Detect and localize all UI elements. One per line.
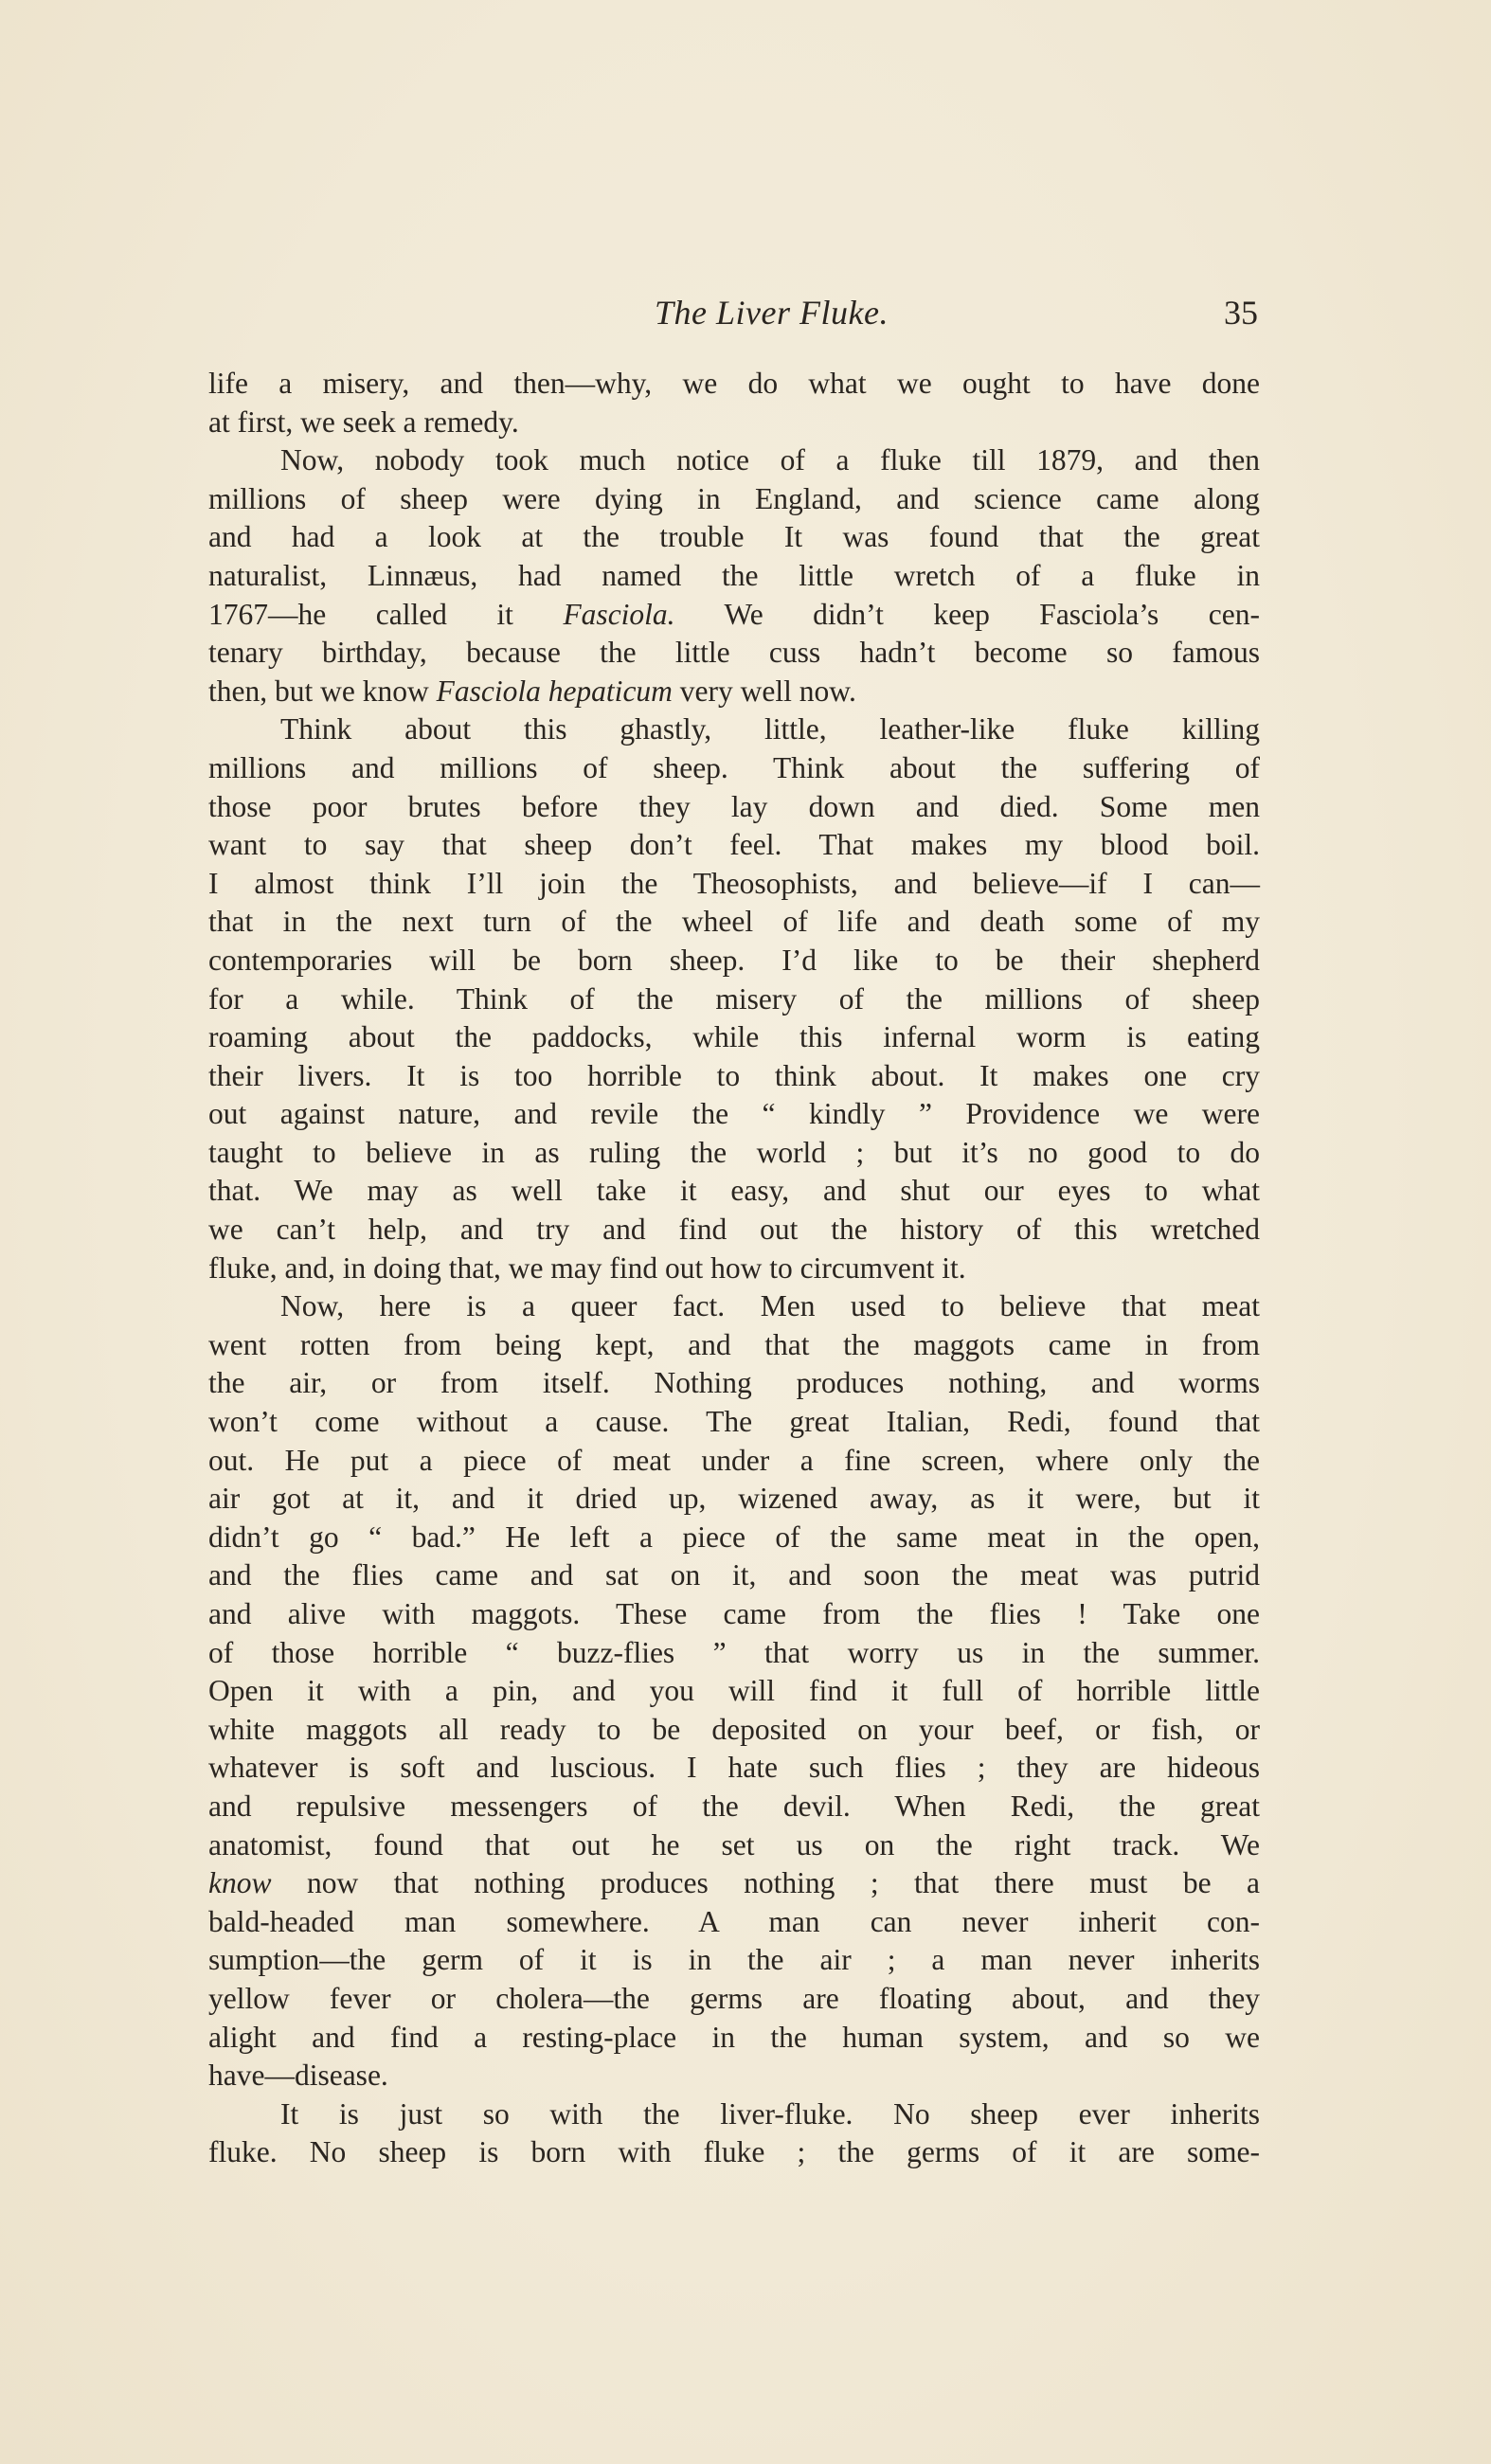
text-line: anatomist, found that out he set us on the right track. We [208,1827,1260,1861]
running-title: The Liver Fluke. [655,294,889,332]
text-line: Open it with a pin, and you will find it full of horrible little [208,1674,1260,1708]
text-line: of those horrible “ buzz-flies ” that worry us in the summer. [208,1635,1260,1669]
text-line: then, but we know Fasciola hepaticum very well now. [208,674,856,708]
text-line: bald-headed man somewhere. A man can never inherit con- [208,1904,1260,1938]
text-line: the air, or from itself. Nothing produces nothing, and worms [208,1366,1260,1400]
text-line: contemporaries will be born sheep. I’d like to be their shepherd [208,943,1260,977]
text-line: their livers. It is too horrible to think about. It makes one cry [208,1058,1260,1092]
text-line: It is just so with the liver-fluke. No sheep ever inherits [280,2096,1260,2131]
body-text [208,365,1260,2172]
text-line: yellow fever or cholera—the germs are floating about, and they [208,1981,1260,2015]
text-line: fluke, and, in doing that, we may find out how to circumvent it. [208,1250,966,1285]
running-head [0,289,1491,336]
text-line: Now, nobody took much notice of a fluke till 1879, and then [280,443,1260,477]
text-line: and had a look at the trouble It was found that the great [208,520,1260,554]
text-line: we can’t help, and try and find out the history of this wretched [208,1213,1260,1247]
text-line: know now that nothing produces nothing ; that there must be a [208,1866,1260,1900]
text-line: out against nature, and revile the “ kindly ” Providence we were [208,1097,1260,1131]
text-line: and the flies came and sat on it, and soon the meat was putrid [208,1558,1260,1592]
text-line: those poor brutes before they lay down and died. Some men [208,789,1260,823]
text-line: sumption—the germ of it is in the air ; a man never inherits [208,1943,1260,1977]
text-line: have—disease. [208,2059,388,2093]
text-line: life a misery, and then—why, we do what we ought to have done [208,367,1260,400]
text-line: roaming about the paddocks, while this infernal worm is eating [208,1020,1260,1054]
text-line: 1767—he called it Fasciola. We didn’t keep Fasciola’s cen- [208,597,1260,631]
text-line: and repulsive messengers of the devil. When Redi, the great [208,1789,1260,1823]
text-line: white maggots all ready to be deposited on your beef, or fish, or [208,1712,1260,1746]
text-line: millions and millions of sheep. Think about the suffering of [208,750,1260,784]
text-line: didn’t go “ bad.” He left a piece of the same meat in the open, [208,1520,1260,1554]
text-line: Think about this ghastly, little, leather-like fluke killing [280,712,1260,746]
text-line: won’t come without a cause. The great Italian, Redi, found that [208,1405,1260,1439]
text-line: alight and find a resting-place in the human system, and so we [208,2020,1260,2054]
text-line: and alive with maggots. These came from the flies ! Take one [208,1597,1260,1630]
text-line: for a while. Think of the misery of the millions of sheep [208,981,1260,1016]
text-line: millions of sheep were dying in England, and science came along [208,481,1260,515]
text-line: want to say that sheep don’t feel. That makes my blood boil. [208,828,1260,862]
text-line: I almost think I’ll join the Theosophists, and believe—if I can— [208,866,1260,900]
text-line: tenary birthday, because the little cuss hadn’t become so famous [208,636,1260,670]
text-line: that. We may as well take it easy, and shut our eyes to what [208,1174,1260,1208]
text-line: air got at it, and it dried up, wizened away, as it were, but it [208,1482,1260,1516]
text-line: at first, we seek a remedy. [208,405,519,439]
text-line: naturalist, Linnæus, had named the little wretch of a fluke in [208,558,1260,592]
text-line: whatever is soft and luscious. I hate such flies ; they are hideous [208,1751,1260,1785]
text-line: out. He put a piece of meat under a fine screen, where only the [208,1443,1260,1477]
page-number: 35 [1224,294,1258,332]
text-line: that in the next turn of the wheel of life and death some of my [208,905,1260,939]
text-line: Now, here is a queer fact. Men used to believe that meat [280,1289,1260,1323]
text-line: went rotten from being kept, and that the maggots came in from [208,1327,1260,1361]
text-line: taught to believe in as ruling the world ; but it’s no good to do [208,1135,1260,1169]
text-line: fluke. No sheep is born with fluke ; the germs of it are some- [208,2135,1260,2169]
